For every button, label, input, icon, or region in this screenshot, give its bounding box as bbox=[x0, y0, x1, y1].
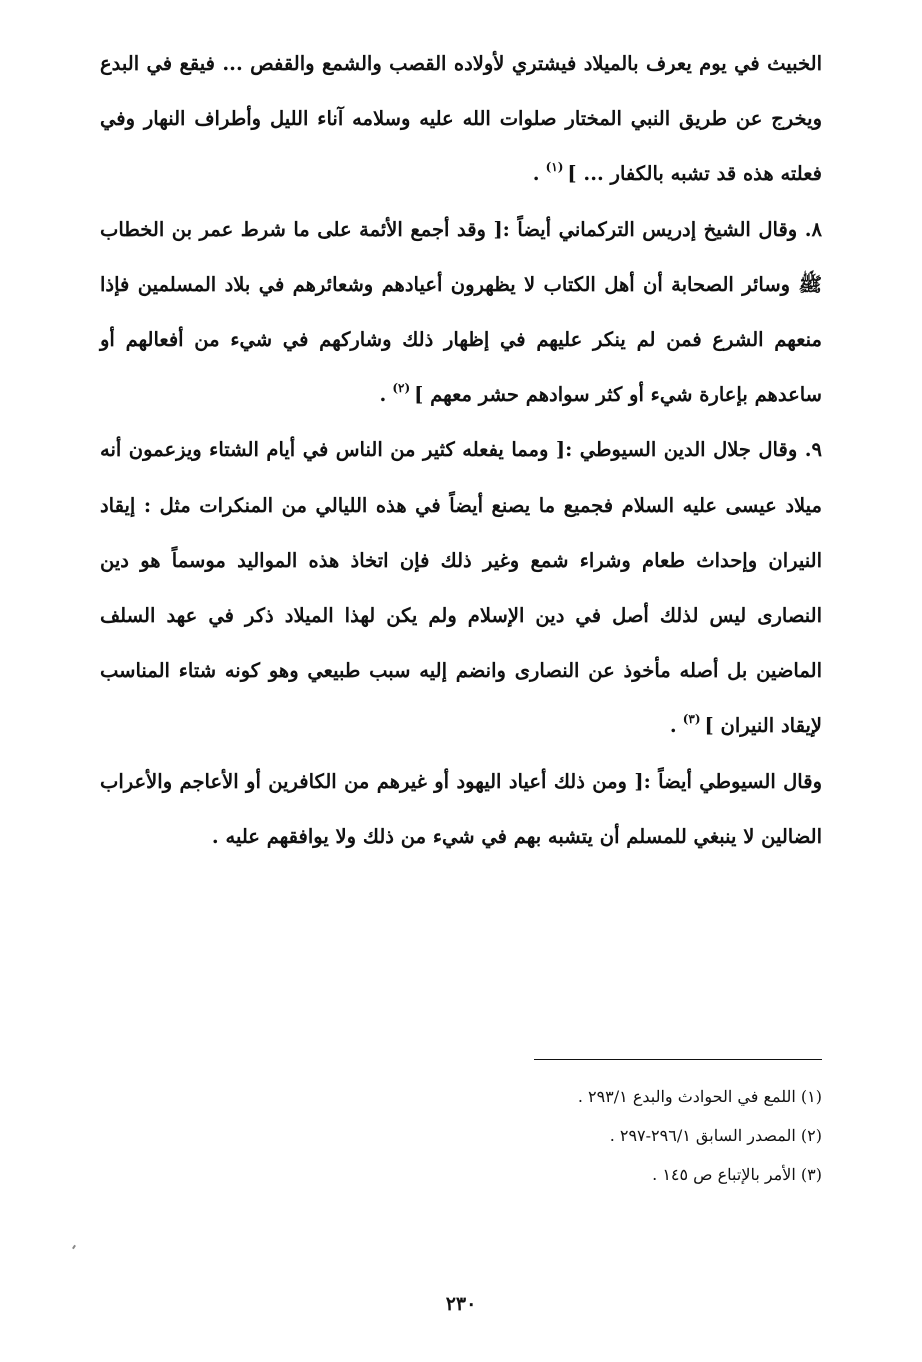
paragraph-1-text: الخبيث في يوم يعرف بالميلاد فيشتري لأولاده القصب والشمع والقفص ... فيقع في البدع ويخرج عن طريق النبي المختار صلوات الله عليه وسلامه آناء الليل وأطراف النهار وفي فعلته هذه قد تشبه بالكفار ... ] bbox=[100, 52, 822, 186]
footnotes bbox=[420, 1077, 822, 1194]
main-text bbox=[100, 36, 822, 864]
paragraph-3-text: ٩. وقال جلال الدين السيوطي :[ ومما يفعله كثير من الناس في أيام الشتاء ويزعمون أنه ميلاد عيسى عليه السلام فجميع ما يصنع أيضاً في هذه الليالي من المنكرات مثل : إيقاد النيران وإحداث طعام وشراء شمع وغير ذلك فإن اتخاذ هذه المواليد موسماً هو دين النصارى ليس لذلك أصل في دين الإسلام ولم يكن لهذا الميلاد ذكر في عهد السلف الماضين بل أصله مأخوذ عن النصارى وانضم إليه سبب طبيعي وهو كونه شتاء المناسب لإيقاد النيران ] bbox=[100, 438, 822, 738]
footnote-2: (٢) المصدر السابق ٢٩٦/١-٢٩٧ . bbox=[609, 1126, 822, 1145]
footnote-ref-3[interactable]: (٣) bbox=[682, 712, 701, 727]
scan-speck bbox=[72, 1245, 76, 1249]
paragraph-4 bbox=[100, 754, 822, 864]
paragraph-2-end: . bbox=[379, 383, 387, 407]
footnote-1: (١) اللمع في الحوادث والبدع ٢٩٣/١ . bbox=[577, 1087, 822, 1106]
paragraph-4-text: وقال السيوطي أيضاً :[ ومن ذلك أعياد اليهود أو غيرهم من الكافرين أو الأعاجم والأعراب الضالين لا ينبغي للمسلم أن يتشبه بهم في شيء من ذلك ولا يوافقهم عليه . bbox=[100, 769, 822, 848]
footnote-ref-2[interactable]: (٢) bbox=[392, 381, 411, 396]
paragraph-2 bbox=[100, 202, 822, 423]
footnote-3: (٣) الأمر بالإتباع ص ١٤٥ . bbox=[652, 1165, 822, 1184]
page-number: ٢٣٠ bbox=[445, 1293, 477, 1315]
footnote-separator bbox=[534, 1059, 822, 1060]
paragraph-1 bbox=[100, 36, 822, 202]
paragraph-3-end: . bbox=[669, 714, 677, 738]
paragraph-1-end: . bbox=[532, 162, 540, 186]
paragraph-3 bbox=[100, 422, 822, 753]
footnote-ref-1[interactable]: (١) bbox=[545, 160, 564, 175]
paragraph-2-text: ٨. وقال الشيخ إدريس التركماني أيضاً :[ وقد أجمع الأئمة على ما شرط عمر بن الخطاب ﷺ وسائر الصحابة أن أهل الكتاب لا يظهرون أعيادهم وشعائرهم في بلاد المسلمين فإذا منعهم الشرع فمن لم ينكر عليهم في إظهار ذلك وشاركهم في شيء من أفعالهم أو ساعدهم بإعارة شيء أو كثر سوادهم حشر معهم ] bbox=[100, 217, 822, 407]
